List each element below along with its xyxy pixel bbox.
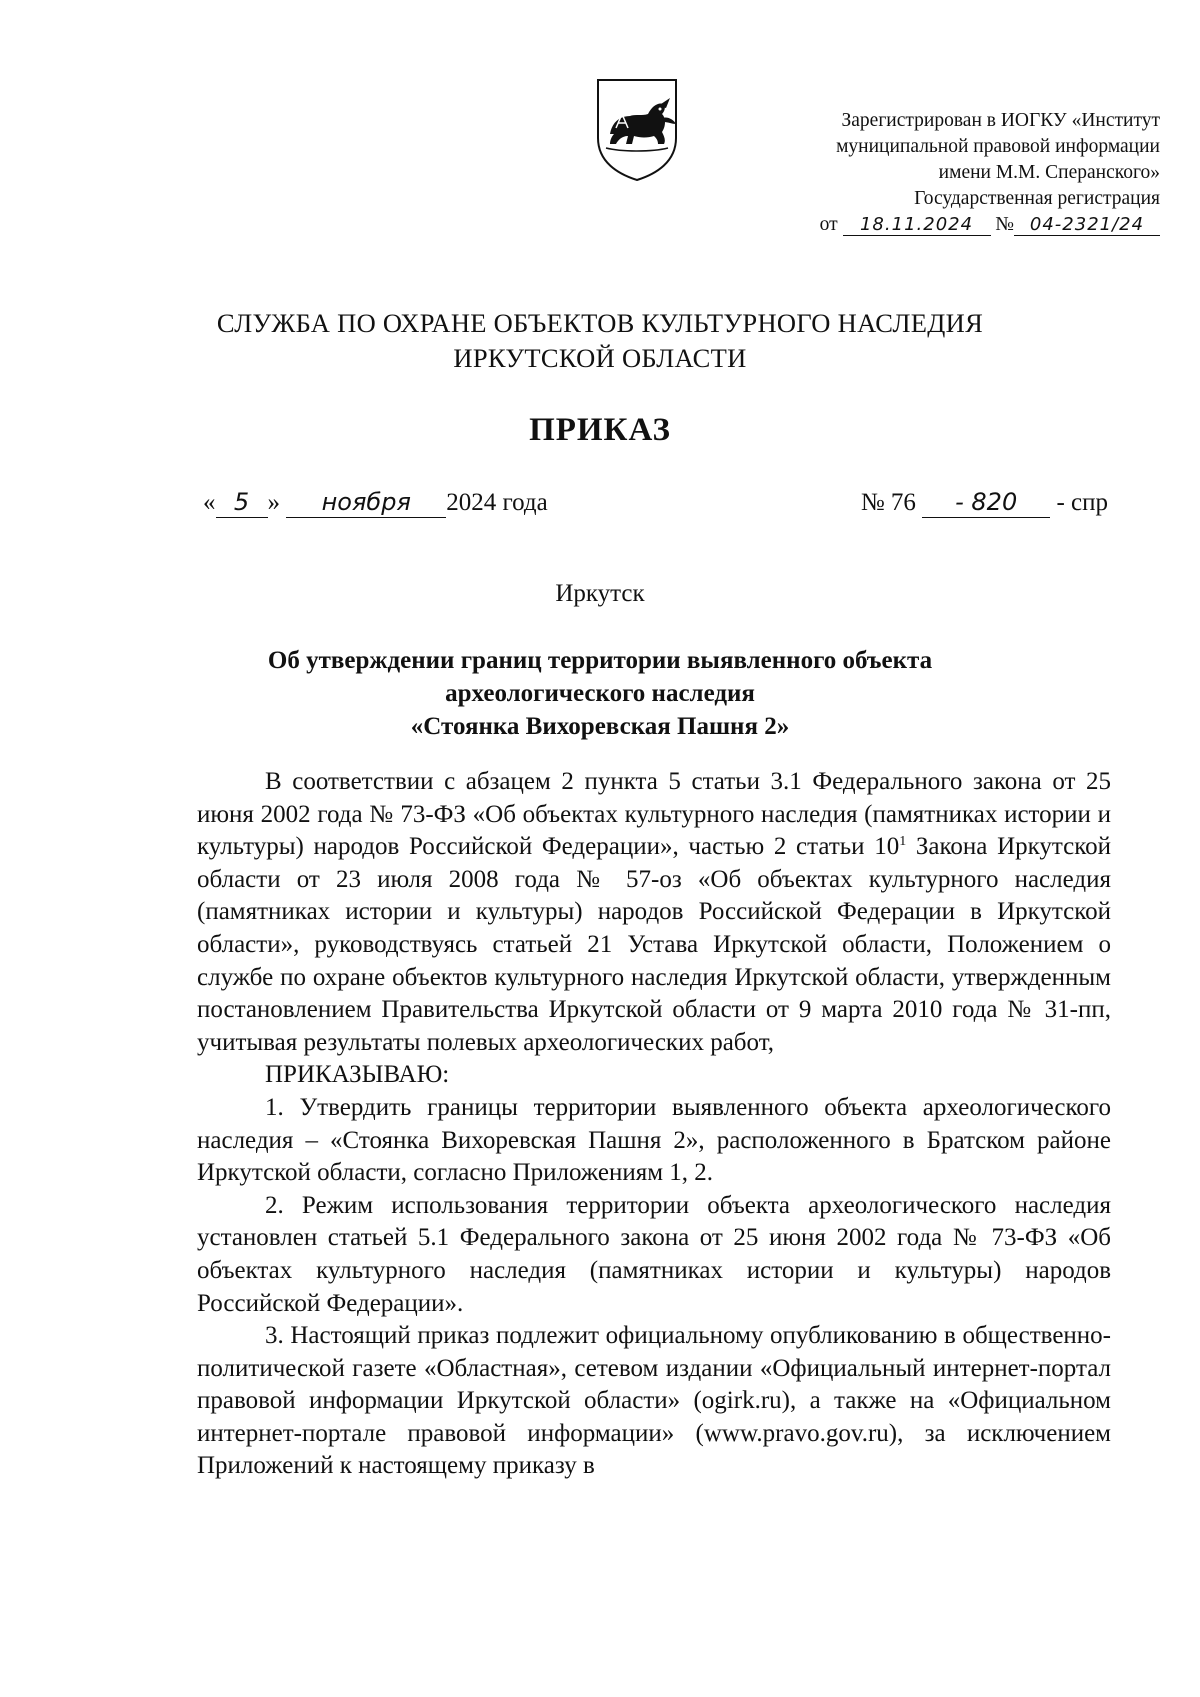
registration-date-prefix: от: [819, 214, 838, 235]
registration-date-handwritten: 18.11.2024: [843, 215, 991, 236]
city-name: Иркутск: [555, 580, 645, 607]
agency-name: [0, 306, 1200, 376]
preamble-text-a: В соответствии с абзацем 2 пункта 5 статьи 3.1 Федерального закона от 25 июня 2002 года № 73-ФЗ «Об объектах культурного наследия (памятниках истории и культуры) народов Российской Федерации», частью 2 статьи 10: [197, 768, 1111, 861]
irkutsk-coat-of-arms-icon: [592, 76, 682, 182]
document-title: [200, 644, 1000, 743]
date-open-quote: «: [203, 489, 216, 516]
article-superscript: 1: [899, 834, 907, 850]
registration-number-handwritten: 04-2321/24: [1014, 215, 1160, 236]
registration-number-prefix: №: [995, 214, 1014, 235]
order-number-prefix: № 76: [860, 489, 916, 516]
preamble-paragraph: [197, 766, 1111, 1059]
order-item-3: 3. Настоящий приказ подлежит официальному опубликованию в общественно-политической газете «Областная», сетевом издании «Официальный интернет-портал правовой информации Иркутской области» (ogirk.ru), а также на «Официальном интернет-портале правовой информации» (www.pravo.gov.ru), за исключением Приложений к настоящему приказу в: [197, 1322, 1111, 1480]
order-item-1: 1. Утвердить границы территории выявленного объекта археологического наследия – «Стоянка Вихоревская Пашня 2», расположенного в Братском районе Иркутской области, согласно Приложениям 1, 2.: [197, 1093, 1111, 1187]
registration-line-1: Зарегистрирован в ИОГКУ «Институт: [841, 110, 1160, 131]
order-number: [861, 486, 1108, 520]
date-close-quote: »: [267, 489, 280, 516]
registration-stamp: [700, 108, 1160, 238]
order-word: ПРИКАЗЫВАЮ:: [265, 1061, 450, 1089]
order-number-handwritten: - 820: [922, 487, 1050, 518]
registration-line-3: имени М.М. Сперанского»: [938, 162, 1160, 183]
registration-line-2: муниципальной правовой информации: [836, 136, 1160, 157]
date-year: 2024 года: [446, 489, 548, 516]
document-title-line-3: «Стоянка Вихоревская Пашня 2»: [410, 713, 790, 740]
agency-name-line-2: ИРКУТСКОЙ ОБЛАСТИ: [453, 343, 747, 373]
document-title-line-2: археологического наследия: [445, 680, 755, 707]
order-number-suffix: - спр: [1056, 489, 1108, 516]
registration-line-4: Государственная регистрация: [914, 188, 1160, 209]
preamble-text-b: Закона Иркутской области от 23 июля 2008 года № 57-оз «Об объектах культурного наследия (памятниках истории и культуры) народов Российской Федерации в Иркутской области», руководствуясь статьей 21 Устава Иркутской области, Положением о службе по охране объектов культурного наследия Иркутской области, утвержденным постановлением Правительства Иркутской области от 9 марта 2010 года № 31-пп, учитывая результаты полевых археологических работ,: [197, 833, 1111, 1056]
date-day-handwritten: 5: [216, 487, 268, 518]
document-title-line-1: Об утверждении границ территории выявленного объекта: [267, 647, 933, 674]
registration-number-line: [700, 212, 1160, 238]
order-date: [203, 486, 548, 520]
date-number-line: [203, 486, 1108, 526]
document-type-heading: ПРИКАЗ: [529, 412, 671, 448]
date-month-handwritten: ноября: [286, 487, 446, 518]
document-body: [197, 766, 1111, 1483]
agency-name-line-1: СЛУЖБА ПО ОХРАНЕ ОБЪЕКТОВ КУЛЬТУРНОГО НАСЛЕДИЯ: [216, 308, 984, 338]
order-item-2: 2. Режим использования территории объекта археологического наследия установлен статьей 5.1 Федерального закона от 25 июня 2002 года № 73-ФЗ «Об объектах культурного наследия (памятниках истории и культуры) народов Российской Федерации».: [197, 1191, 1111, 1317]
